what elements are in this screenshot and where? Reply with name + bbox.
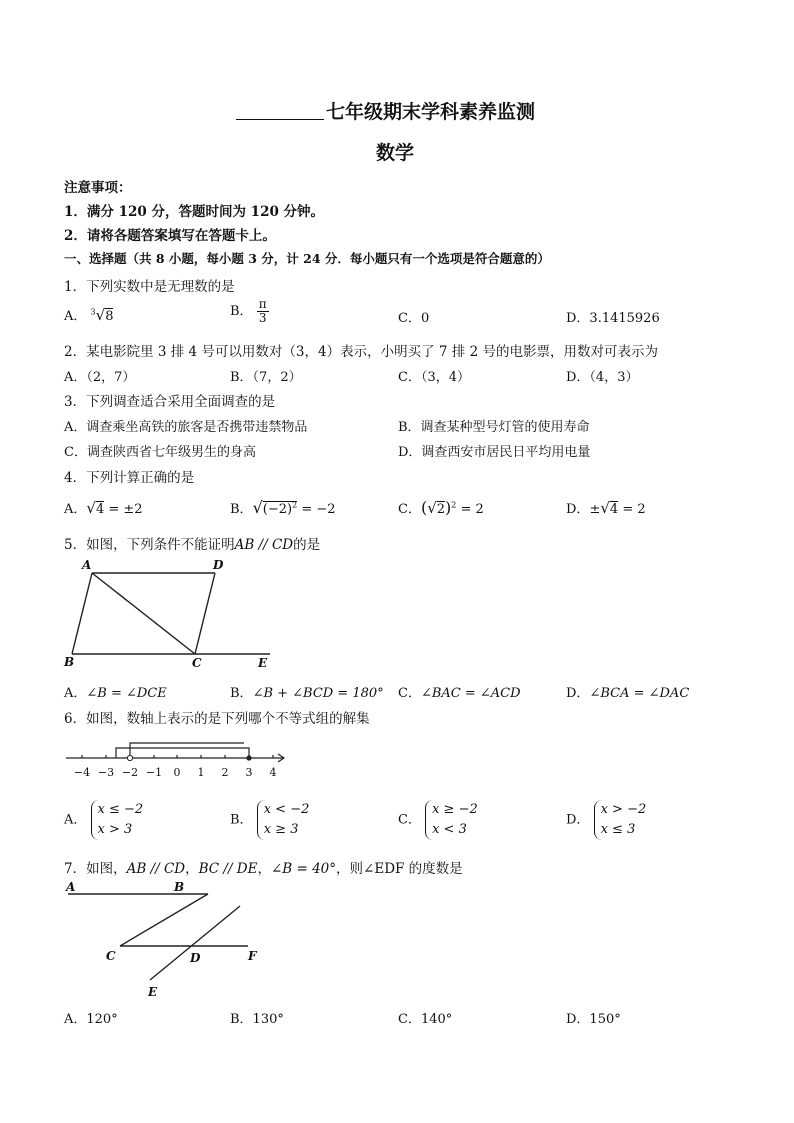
q4-stem: 4．下列计算正确的是 xyxy=(64,470,195,486)
point-label-e: E xyxy=(258,656,268,670)
q5-figure xyxy=(62,556,277,672)
stem-text: 5．如图，下列条件不能证明 xyxy=(64,537,235,553)
q6-option-a[interactable] xyxy=(64,800,143,840)
tick-label: 0 xyxy=(173,766,181,779)
q5-stem xyxy=(64,533,320,553)
option-label: B． xyxy=(230,812,253,828)
denominator: 3 xyxy=(258,311,267,326)
tick-label: 1 xyxy=(197,766,205,779)
radical-sign: √ xyxy=(600,499,610,517)
option-label: C． xyxy=(398,502,421,517)
inequality-1: x < −2 xyxy=(263,802,310,817)
radicand: 4 xyxy=(609,502,619,517)
option-label: A． xyxy=(64,502,87,517)
segment-bc xyxy=(120,894,208,946)
line-de xyxy=(150,906,240,980)
inequality-2: x < 3 xyxy=(432,822,467,837)
closed-point xyxy=(246,755,251,760)
inequality-system xyxy=(594,800,647,840)
q2-stem: 2．某电影院里 3 排 4 号可以用数对（3，4）表示，小明买了 7 排 2 号的电影票，用数对可表示为 xyxy=(64,344,658,360)
tick-label: 2 xyxy=(221,766,229,779)
open-point xyxy=(127,755,132,760)
section-heading: 一、选择题（共 8 小题，每小题 3 分，计 24 分．每小题只有一个选项是符合题意的） xyxy=(64,251,550,266)
tick-labels xyxy=(74,766,277,779)
tick-label: −2 xyxy=(121,766,139,779)
root-index: 3 xyxy=(90,307,96,317)
point-label-a: A xyxy=(66,880,76,894)
radical-sign: √ xyxy=(95,306,106,324)
option-label: D． xyxy=(566,686,590,701)
q6-stem: 6．如图，数轴上表示的是下列哪个不等式组的解集 xyxy=(64,711,370,727)
q3-option-d[interactable]: D．调查西安市居民日平均用电量 xyxy=(398,445,591,460)
option-label: D． xyxy=(566,502,590,517)
subject-title: 数学 xyxy=(376,142,415,164)
note-item-2: 2．请将各题答案填写在答题卡上。 xyxy=(64,228,276,244)
point-label-d: D xyxy=(190,951,201,965)
stem-math: BC // DE xyxy=(198,861,258,877)
inequality-2: x ≥ 3 xyxy=(263,822,299,837)
q7-option-a[interactable]: A．120° xyxy=(64,1012,118,1027)
option-label: D． xyxy=(566,812,590,828)
inequality-2: x > 3 xyxy=(97,822,133,837)
q5-option-d[interactable] xyxy=(566,682,689,701)
q2-option-c[interactable]: C．（3，4） xyxy=(398,370,470,385)
tick-label: 3 xyxy=(245,766,253,779)
radicand: 8 xyxy=(105,309,114,324)
option-label: B． xyxy=(230,502,253,517)
stem-math: AB // CD xyxy=(126,861,186,877)
option-math: ∠B = ∠DCE xyxy=(86,686,167,701)
q6-option-c[interactable] xyxy=(398,800,478,840)
title-text: 七年级期末学科素养监测 xyxy=(326,101,536,123)
radical-sign: √ xyxy=(252,498,263,517)
exponent: 2 xyxy=(451,500,457,510)
page-title xyxy=(236,97,535,124)
point-label-e: E xyxy=(148,985,158,999)
q4-option-b[interactable] xyxy=(230,498,336,517)
option-math: ∠BAC = ∠ACD xyxy=(420,686,521,701)
q7-option-b[interactable]: B．130° xyxy=(230,1012,284,1027)
option-label: A． xyxy=(64,812,87,828)
inequality-system xyxy=(425,800,478,840)
point-label-b: B xyxy=(174,880,185,894)
q6-option-d[interactable] xyxy=(566,800,646,840)
q7-stem xyxy=(64,857,463,877)
option-label: A． xyxy=(64,686,87,701)
q1-option-d[interactable]: D．3.1415926 xyxy=(566,311,660,326)
q1-option-c[interactable]: C．0 xyxy=(398,311,430,326)
q1-option-a[interactable] xyxy=(64,305,113,324)
option-math: ∠BCA = ∠DAC xyxy=(589,686,690,701)
radical-sign: √ xyxy=(427,499,437,517)
q3-option-b[interactable]: B．调查某种型号灯管的使用寿命 xyxy=(398,420,590,435)
stem-math: ∠B = 40° xyxy=(270,861,337,877)
q5-option-b[interactable] xyxy=(230,682,384,701)
q2-option-b[interactable]: B．（7，2） xyxy=(230,370,302,385)
q7-option-d[interactable]: D．150° xyxy=(566,1012,621,1027)
option-label: C． xyxy=(398,686,421,701)
equation-rhs: = 2 xyxy=(622,502,646,517)
equation-rhs: = 2 xyxy=(460,502,484,517)
radicand: 4 xyxy=(95,502,105,517)
q2-option-a[interactable]: A．（2，7） xyxy=(64,370,136,385)
segment-ab xyxy=(72,573,92,654)
q7-option-c[interactable]: C．140° xyxy=(398,1012,453,1027)
paren-close: ) xyxy=(445,498,452,517)
equation-rhs: = −2 xyxy=(301,502,336,517)
option-label: A． xyxy=(64,309,87,324)
q4-option-c[interactable] xyxy=(398,498,484,517)
inequality-1: x ≤ −2 xyxy=(97,802,144,817)
q2-option-d[interactable]: D．（4，3） xyxy=(566,370,639,385)
stem-text: ， xyxy=(257,861,271,877)
q5-option-a[interactable] xyxy=(64,682,167,701)
plus-minus: ± xyxy=(589,502,601,517)
point-label-d: D xyxy=(213,558,224,572)
equation-rhs: = ±2 xyxy=(108,502,143,517)
q3-option-c[interactable]: C．调查陕西省七年级男生的身高 xyxy=(64,445,256,460)
numerator: π xyxy=(258,297,267,311)
radicand-base: (−2) xyxy=(262,502,293,517)
point-label-c: C xyxy=(106,949,116,963)
stem-text: 7．如图， xyxy=(64,861,127,877)
tick-label: 4 xyxy=(269,766,277,779)
option-label: B． xyxy=(230,686,253,701)
exponent: 2 xyxy=(292,500,298,510)
radicand xyxy=(263,501,297,517)
q4-option-a[interactable] xyxy=(64,498,143,517)
bracket-left xyxy=(130,743,244,758)
q6-number-line xyxy=(62,738,294,782)
stem-text: 的是 xyxy=(293,537,321,553)
inequality-1: x ≥ −2 xyxy=(432,802,478,817)
q4-option-d[interactable] xyxy=(566,498,646,517)
note-item-1: 1．满分 120 分，答题时间为 120 分钟。 xyxy=(64,204,325,220)
paren-open: ( xyxy=(420,498,428,517)
q7-figure xyxy=(62,878,262,1000)
radical-sign: √ xyxy=(86,499,96,517)
name-blank[interactable] xyxy=(236,101,324,120)
inequality-system xyxy=(257,800,310,840)
inequality-1: x > −2 xyxy=(600,802,647,817)
fraction xyxy=(257,298,269,325)
option-label: B． xyxy=(230,304,253,320)
option-label: C． xyxy=(398,812,421,828)
notes-heading: 注意事项： xyxy=(64,180,132,196)
point-label-c: C xyxy=(192,656,202,670)
q1-stem: 1．下列实数中是无理数的是 xyxy=(64,279,235,295)
stem-text: ， xyxy=(185,861,199,877)
segment-dc xyxy=(195,573,215,654)
point-label-f: F xyxy=(248,949,257,963)
bracket-right xyxy=(116,748,249,758)
segment-ac xyxy=(92,573,195,654)
stem-text: ，则∠EDF 的度数是 xyxy=(336,861,463,877)
radicand: 2 xyxy=(436,502,446,517)
tick-label: −4 xyxy=(73,766,91,779)
tick-label: −1 xyxy=(145,766,163,779)
option-math: ∠B + ∠BCD = 180° xyxy=(252,686,384,701)
q1-option-b[interactable] xyxy=(230,298,269,325)
q5-option-c[interactable] xyxy=(398,682,521,701)
inequality-2: x ≤ 3 xyxy=(600,822,636,837)
point-label-a: A xyxy=(82,558,92,572)
q3-stem: 3．下列调查适合采用全面调查的是 xyxy=(64,394,276,410)
tick-label: −3 xyxy=(97,766,115,779)
point-label-b: B xyxy=(64,655,75,669)
stem-math: AB // CD xyxy=(234,537,294,553)
q6-option-b[interactable] xyxy=(230,800,309,840)
q3-option-a[interactable]: A．调查乘坐高铁的旅客是否携带违禁物品 xyxy=(64,420,308,435)
inequality-system xyxy=(91,800,144,840)
